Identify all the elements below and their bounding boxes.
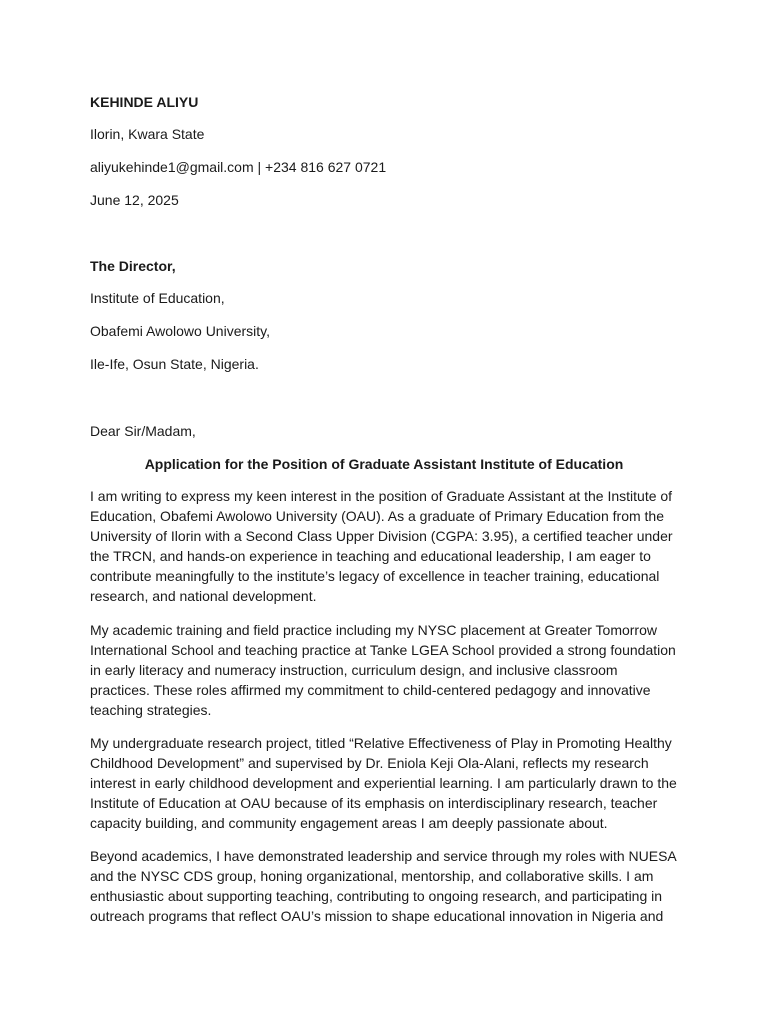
body-paragraph-2: My academic training and field practice including my NYSC placement at Greater Tomorrow International School and teaching practice at Tanke LGEA School provided a strong foundation in early literacy and numeracy instruction, curriculum design, and inclusive classroom practices. These roles affirmed my commitment to child-centered pedagogy and innovative teaching strategies.	[90, 622, 676, 718]
body-paragraph-1: I am writing to express my keen interest in the position of Graduate Assistant at the Institute of Education, Obafemi Awolowo University (OAU). As a graduate of Primary Education from the University of Ilorin with a Second Class Upper Division (CGPA: 3.95), a certified teacher under the TRCN, and hands-on experience in teaching and educational leadership, I am eager to contribute meaningfully to the institute’s legacy of excellence in teacher training, educational research, and national development.	[90, 488, 673, 604]
recipient-line-1: Institute of Education,	[90, 290, 225, 306]
sender-location: Ilorin, Kwara State	[90, 126, 205, 142]
sender-name: KEHINDE ALIYU	[90, 94, 199, 110]
body-paragraph-4: Beyond academics, I have demonstrated leadership and service through my roles with NUESA and the NYSC CDS group, honing organizational, mentorship, and collaborative skills. I am enthusiastic about supporting teaching, contributing to ongoing research, and participating in outreach programs that reflect OAU’s mission to shape educational innovation in Nigeria and	[90, 848, 676, 924]
body-paragraph-3: My undergraduate research project, titled “Relative Effectiveness of Play in Promoting Healthy Childhood Development” and supervised by Dr. Eniola Keji Ola-Alani, reflects my research interest in early childhood development and experiential learning. I am particularly drawn to the Institute of Education at OAU because of its emphasis on interdisciplinary research, teacher capacity building, and community engagement areas I am deeply passionate about.	[90, 735, 677, 831]
sender-contact: aliyukehinde1@gmail.com | +234 816 627 0721	[90, 159, 387, 175]
salutation: Dear Sir/Madam,	[90, 423, 196, 439]
recipient-line-2: Obafemi Awolowo University,	[90, 323, 270, 339]
recipient-line-3: Ile-Ife, Osun State, Nigeria.	[90, 356, 259, 372]
recipient-title: The Director,	[90, 258, 176, 274]
subject-line: Application for the Position of Graduate Assistant Institute of Education	[144, 456, 624, 472]
letter-date: June 12, 2025	[90, 192, 179, 208]
